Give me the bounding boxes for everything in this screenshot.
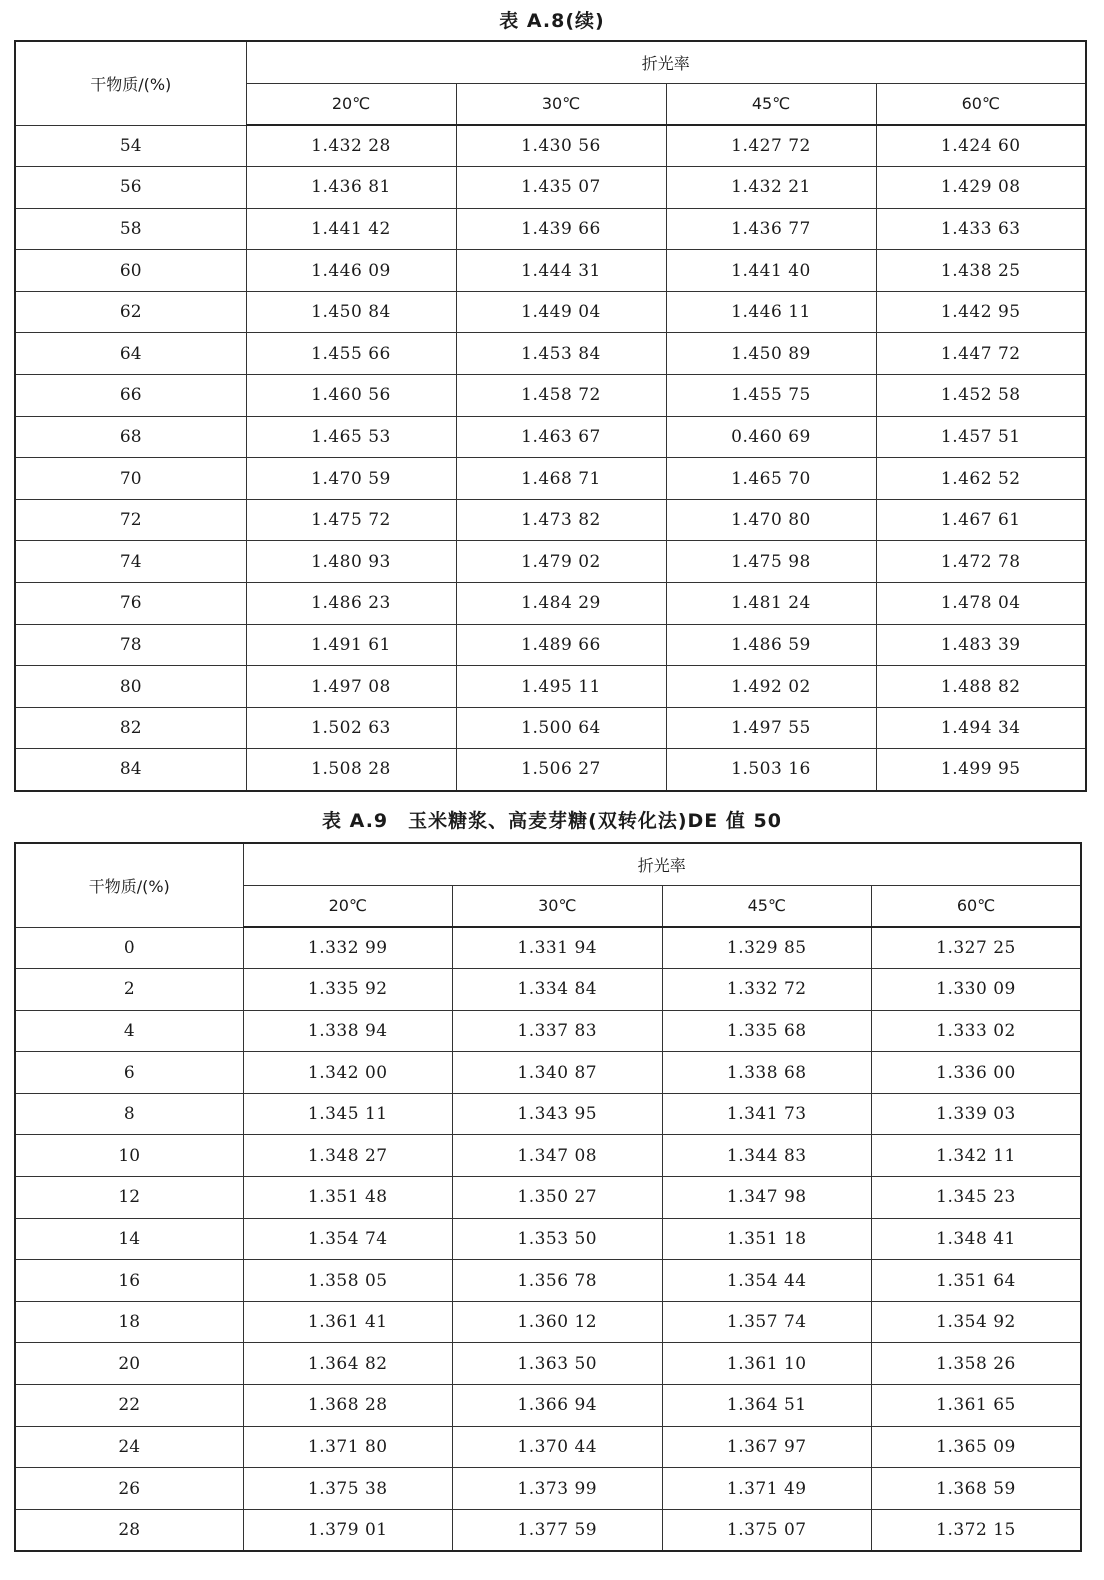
refractive-index-header: 折光率: [243, 843, 1081, 885]
refractive-index-cell: 1.357 74: [662, 1301, 872, 1343]
refractive-index-cell: 1.438 25: [876, 250, 1086, 292]
table-row: [15, 499, 1086, 541]
refractive-index-cell: 1.361 65: [872, 1385, 1082, 1427]
refractive-index-cell: 1.345 11: [243, 1093, 453, 1135]
refractive-index-cell: 1.497 55: [666, 707, 876, 749]
refractive-index-cell: 1.332 72: [662, 969, 872, 1011]
refractive-index-cell: 1.508 28: [246, 749, 456, 791]
refractive-index-cell: 1.486 59: [666, 624, 876, 666]
refractive-index-cell: 1.486 23: [246, 583, 456, 625]
table-row: [15, 1260, 1081, 1302]
dry-matter-cell: 76: [15, 583, 246, 625]
table-a9: [14, 842, 1082, 1552]
dry-matter-cell: 18: [15, 1301, 243, 1343]
refractive-index-cell: 1.337 83: [453, 1010, 663, 1052]
dry-matter-cell: 4: [15, 1010, 243, 1052]
refractive-index-cell: 1.332 99: [243, 927, 453, 969]
refractive-index-cell: 1.492 02: [666, 666, 876, 708]
table-row: [15, 1177, 1081, 1219]
refractive-index-cell: 1.353 50: [453, 1218, 663, 1260]
temp-header-45: 45℃: [666, 83, 876, 125]
refractive-index-cell: 1.334 84: [453, 969, 663, 1011]
dry-matter-cell: 28: [15, 1509, 243, 1551]
table-a8: [14, 40, 1087, 792]
dry-matter-cell: 70: [15, 458, 246, 500]
dry-matter-cell: 84: [15, 749, 246, 791]
refractive-index-cell: 1.488 82: [876, 666, 1086, 708]
refractive-index-cell: 1.424 60: [876, 125, 1086, 167]
refractive-index-cell: 1.345 23: [872, 1177, 1082, 1219]
refractive-index-cell: 1.499 95: [876, 749, 1086, 791]
table-row: [15, 1343, 1081, 1385]
dry-matter-cell: 22: [15, 1385, 243, 1427]
dry-matter-cell: 20: [15, 1343, 243, 1385]
dry-matter-cell: 24: [15, 1426, 243, 1468]
refractive-index-cell: 1.446 09: [246, 250, 456, 292]
temp-header-60: 60℃: [872, 885, 1082, 927]
refractive-index-cell: 1.441 42: [246, 208, 456, 250]
refractive-index-cell: 1.379 01: [243, 1509, 453, 1551]
dry-matter-cell: 72: [15, 499, 246, 541]
table-row: [15, 375, 1086, 417]
dry-matter-cell: 66: [15, 375, 246, 417]
refractive-index-cell: 1.430 56: [456, 125, 666, 167]
table-row: [15, 333, 1086, 375]
refractive-index-cell: 1.450 89: [666, 333, 876, 375]
dry-matter-cell: 54: [15, 125, 246, 167]
refractive-index-cell: 1.364 82: [243, 1343, 453, 1385]
refractive-index-cell: 1.375 07: [662, 1509, 872, 1551]
refractive-index-cell: 1.363 50: [453, 1343, 663, 1385]
table-row: [15, 583, 1086, 625]
table-a8-caption: 表 A.8(续): [499, 10, 605, 32]
refractive-index-cell: 1.457 51: [876, 416, 1086, 458]
refractive-index-cell: 1.439 66: [456, 208, 666, 250]
refractive-index-cell: 1.347 98: [662, 1177, 872, 1219]
refractive-index-cell: 1.446 11: [666, 291, 876, 333]
dry-matter-cell: 12: [15, 1177, 243, 1219]
table-row: [15, 1218, 1081, 1260]
refractive-index-cell: 1.342 00: [243, 1052, 453, 1094]
refractive-index-cell: 1.373 99: [453, 1468, 663, 1510]
refractive-index-cell: 1.458 72: [456, 375, 666, 417]
dry-matter-cell: 8: [15, 1093, 243, 1135]
refractive-index-cell: 1.356 78: [453, 1260, 663, 1302]
refractive-index-cell: 1.441 40: [666, 250, 876, 292]
refractive-index-cell: 1.465 70: [666, 458, 876, 500]
refractive-index-cell: 1.465 53: [246, 416, 456, 458]
refractive-index-cell: 1.361 10: [662, 1343, 872, 1385]
refractive-index-cell: 1.354 44: [662, 1260, 872, 1302]
refractive-index-cell: 1.348 27: [243, 1135, 453, 1177]
refractive-index-cell: 1.340 87: [453, 1052, 663, 1094]
table-row: [15, 1135, 1081, 1177]
table-a9-caption: 表 A.9 玉米糖浆、高麦芽糖(双转化法)DE 值 50: [322, 810, 782, 832]
dry-matter-cell: 78: [15, 624, 246, 666]
refractive-index-cell: 1.500 64: [456, 707, 666, 749]
refractive-index-cell: 1.470 59: [246, 458, 456, 500]
refractive-index-cell: 1.449 04: [456, 291, 666, 333]
refractive-index-cell: 1.480 93: [246, 541, 456, 583]
refractive-index-cell: 1.375 38: [243, 1468, 453, 1510]
table-row: [15, 541, 1086, 583]
table-row: [15, 1301, 1081, 1343]
refractive-index-cell: 1.433 63: [876, 208, 1086, 250]
refractive-index-cell: 1.371 80: [243, 1426, 453, 1468]
refractive-index-cell: 1.329 85: [662, 927, 872, 969]
refractive-index-cell: 1.468 71: [456, 458, 666, 500]
refractive-index-cell: 1.479 02: [456, 541, 666, 583]
refractive-index-cell: 1.368 59: [872, 1468, 1082, 1510]
refractive-index-cell: 1.354 92: [872, 1301, 1082, 1343]
refractive-index-cell: 1.370 44: [453, 1426, 663, 1468]
table-row: [15, 1509, 1081, 1551]
refractive-index-cell: 1.462 52: [876, 458, 1086, 500]
dry-matter-cell: 62: [15, 291, 246, 333]
refractive-index-cell: 1.331 94: [453, 927, 663, 969]
refractive-index-cell: 1.447 72: [876, 333, 1086, 375]
refractive-index-cell: 1.432 28: [246, 125, 456, 167]
refractive-index-cell: 1.429 08: [876, 167, 1086, 209]
refractive-index-cell: 0.460 69: [666, 416, 876, 458]
refractive-index-cell: 1.472 78: [876, 541, 1086, 583]
refractive-index-cell: 1.494 34: [876, 707, 1086, 749]
table-row: [15, 250, 1086, 292]
dry-matter-cell: 10: [15, 1135, 243, 1177]
refractive-index-cell: 1.343 95: [453, 1093, 663, 1135]
refractive-index-cell: 1.503 16: [666, 749, 876, 791]
refractive-index-cell: 1.335 92: [243, 969, 453, 1011]
refractive-index-cell: 1.377 59: [453, 1509, 663, 1551]
refractive-index-cell: 1.427 72: [666, 125, 876, 167]
refractive-index-cell: 1.484 29: [456, 583, 666, 625]
dry-matter-cell: 6: [15, 1052, 243, 1094]
table-row: [15, 666, 1086, 708]
refractive-index-cell: 1.365 09: [872, 1426, 1082, 1468]
refractive-index-cell: 1.338 68: [662, 1052, 872, 1094]
refractive-index-cell: 1.341 73: [662, 1093, 872, 1135]
refractive-index-cell: 1.460 56: [246, 375, 456, 417]
refractive-index-cell: 1.478 04: [876, 583, 1086, 625]
refractive-index-cell: 1.481 24: [666, 583, 876, 625]
refractive-index-cell: 1.338 94: [243, 1010, 453, 1052]
refractive-index-cell: 1.364 51: [662, 1385, 872, 1427]
temp-header-30: 30℃: [456, 83, 666, 125]
temp-header-30: 30℃: [453, 885, 663, 927]
dry-matter-cell: 58: [15, 208, 246, 250]
refractive-index-cell: 1.368 28: [243, 1385, 453, 1427]
temp-header-20: 20℃: [246, 83, 456, 125]
refractive-index-cell: 1.327 25: [872, 927, 1082, 969]
refractive-index-cell: 1.470 80: [666, 499, 876, 541]
refractive-index-cell: 1.339 03: [872, 1093, 1082, 1135]
refractive-index-cell: 1.432 21: [666, 167, 876, 209]
dry-matter-header: 干物质/(%): [15, 843, 243, 927]
dry-matter-cell: 80: [15, 666, 246, 708]
refractive-index-header: 折光率: [246, 41, 1086, 83]
refractive-index-cell: 1.336 00: [872, 1052, 1082, 1094]
dry-matter-cell: 14: [15, 1218, 243, 1260]
refractive-index-cell: 1.475 98: [666, 541, 876, 583]
refractive-index-cell: 1.506 27: [456, 749, 666, 791]
table-row: [15, 291, 1086, 333]
table-row: [15, 167, 1086, 209]
dry-matter-cell: 64: [15, 333, 246, 375]
temp-header-45: 45℃: [662, 885, 872, 927]
table-row: [15, 1052, 1081, 1094]
refractive-index-cell: 1.372 15: [872, 1509, 1082, 1551]
temp-header-20: 20℃: [243, 885, 453, 927]
table-row: [15, 1010, 1081, 1052]
refractive-index-cell: 1.347 08: [453, 1135, 663, 1177]
refractive-index-cell: 1.455 66: [246, 333, 456, 375]
refractive-index-cell: 1.330 09: [872, 969, 1082, 1011]
refractive-index-cell: 1.367 97: [662, 1426, 872, 1468]
dry-matter-cell: 56: [15, 167, 246, 209]
refractive-index-cell: 1.361 41: [243, 1301, 453, 1343]
refractive-index-cell: 1.350 27: [453, 1177, 663, 1219]
refractive-index-cell: 1.344 83: [662, 1135, 872, 1177]
refractive-index-cell: 1.495 11: [456, 666, 666, 708]
table-row: [15, 1468, 1081, 1510]
table-row: [15, 927, 1081, 969]
table-row: [15, 624, 1086, 666]
refractive-index-cell: 1.455 75: [666, 375, 876, 417]
dry-matter-cell: 26: [15, 1468, 243, 1510]
refractive-index-cell: 1.435 07: [456, 167, 666, 209]
refractive-index-cell: 1.371 49: [662, 1468, 872, 1510]
table-row: [15, 707, 1086, 749]
table-a9-body: [15, 927, 1081, 1551]
table-row: [15, 458, 1086, 500]
table-row: [15, 125, 1086, 167]
dry-matter-cell: 2: [15, 969, 243, 1011]
dry-matter-cell: 16: [15, 1260, 243, 1302]
refractive-index-cell: 1.491 61: [246, 624, 456, 666]
table-row: [15, 208, 1086, 250]
refractive-index-cell: 1.453 84: [456, 333, 666, 375]
dry-matter-header: 干物质/(%): [15, 41, 246, 125]
dry-matter-cell: 60: [15, 250, 246, 292]
table-row: [15, 1385, 1081, 1427]
dry-matter-cell: 74: [15, 541, 246, 583]
refractive-index-cell: 1.348 41: [872, 1218, 1082, 1260]
refractive-index-cell: 1.475 72: [246, 499, 456, 541]
table-a8-body: [15, 125, 1086, 791]
refractive-index-cell: 1.358 05: [243, 1260, 453, 1302]
refractive-index-cell: 1.342 11: [872, 1135, 1082, 1177]
dry-matter-cell: 0: [15, 927, 243, 969]
table-row: [15, 969, 1081, 1011]
temp-header-60: 60℃: [876, 83, 1086, 125]
refractive-index-cell: 1.467 61: [876, 499, 1086, 541]
refractive-index-cell: 1.436 81: [246, 167, 456, 209]
refractive-index-cell: 1.351 64: [872, 1260, 1082, 1302]
table-row: [15, 1093, 1081, 1135]
refractive-index-cell: 1.358 26: [872, 1343, 1082, 1385]
refractive-index-cell: 1.351 18: [662, 1218, 872, 1260]
refractive-index-cell: 1.463 67: [456, 416, 666, 458]
refractive-index-cell: 1.502 63: [246, 707, 456, 749]
refractive-index-cell: 1.473 82: [456, 499, 666, 541]
refractive-index-cell: 1.450 84: [246, 291, 456, 333]
refractive-index-cell: 1.360 12: [453, 1301, 663, 1343]
refractive-index-cell: 1.351 48: [243, 1177, 453, 1219]
refractive-index-cell: 1.335 68: [662, 1010, 872, 1052]
refractive-index-cell: 1.442 95: [876, 291, 1086, 333]
dry-matter-cell: 68: [15, 416, 246, 458]
dry-matter-cell: 82: [15, 707, 246, 749]
table-row: [15, 416, 1086, 458]
refractive-index-cell: 1.483 39: [876, 624, 1086, 666]
table-row: [15, 749, 1086, 791]
refractive-index-cell: 1.444 31: [456, 250, 666, 292]
table-row: [15, 1426, 1081, 1468]
refractive-index-cell: 1.354 74: [243, 1218, 453, 1260]
refractive-index-cell: 1.333 02: [872, 1010, 1082, 1052]
refractive-index-cell: 1.489 66: [456, 624, 666, 666]
refractive-index-cell: 1.497 08: [246, 666, 456, 708]
refractive-index-cell: 1.436 77: [666, 208, 876, 250]
refractive-index-cell: 1.366 94: [453, 1385, 663, 1427]
refractive-index-cell: 1.452 58: [876, 375, 1086, 417]
